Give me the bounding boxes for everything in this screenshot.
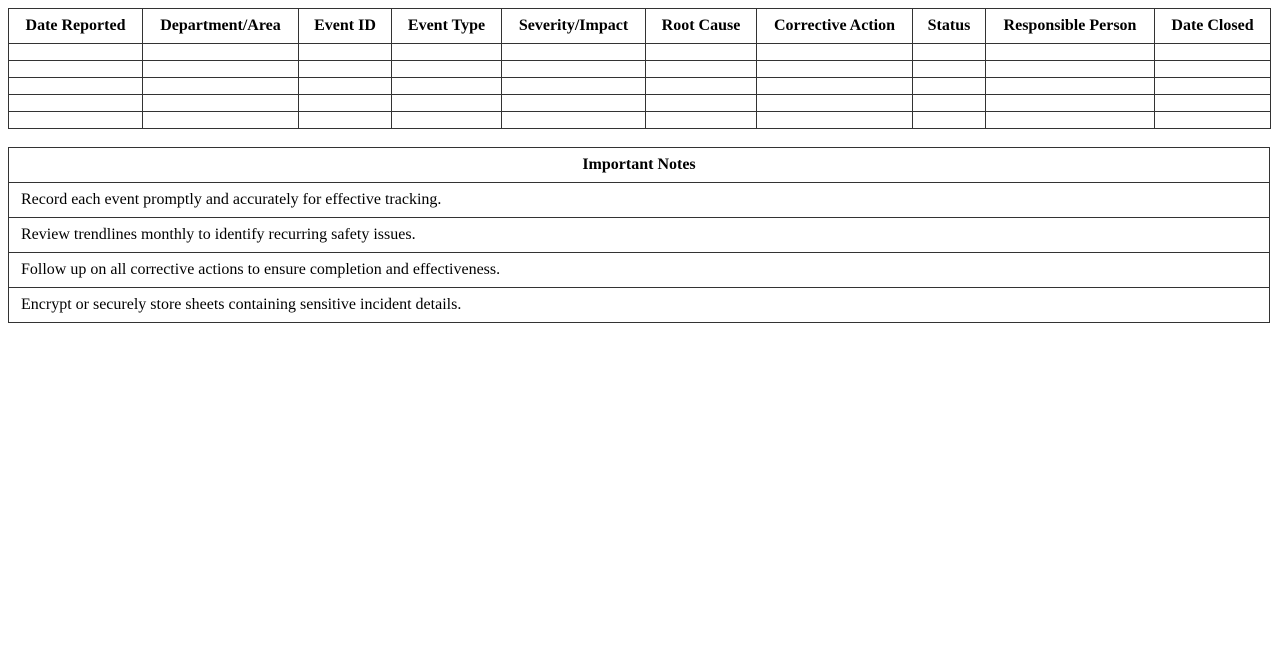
header-status: Status xyxy=(913,9,986,44)
table-cell[interactable] xyxy=(9,61,143,78)
important-notes-table xyxy=(8,147,1270,323)
table-cell[interactable] xyxy=(143,78,299,95)
table-cell[interactable] xyxy=(986,95,1155,112)
notes-title: Important Notes xyxy=(9,148,1270,183)
header-event-id: Event ID xyxy=(299,9,392,44)
note-row xyxy=(9,183,1270,218)
table-cell[interactable] xyxy=(913,95,986,112)
table-cell[interactable] xyxy=(9,112,143,129)
header-responsible-person: Responsible Person xyxy=(986,9,1155,44)
table-cell[interactable] xyxy=(9,78,143,95)
table-cell[interactable] xyxy=(1155,112,1271,129)
table-cell[interactable] xyxy=(502,95,646,112)
table-cell[interactable] xyxy=(913,78,986,95)
table-cell[interactable] xyxy=(143,95,299,112)
table-row xyxy=(9,61,1271,78)
table-cell[interactable] xyxy=(646,95,757,112)
header-department-area: Department/Area xyxy=(143,9,299,44)
table-cell[interactable] xyxy=(913,112,986,129)
table-cell[interactable] xyxy=(986,44,1155,61)
table-cell[interactable] xyxy=(913,61,986,78)
table-cell[interactable] xyxy=(502,112,646,129)
note-item: Review trendlines monthly to identify recurring safety issues. xyxy=(9,218,1270,253)
table-cell[interactable] xyxy=(1155,95,1271,112)
table-cell[interactable] xyxy=(986,61,1155,78)
header-corrective-action: Corrective Action xyxy=(757,9,913,44)
table-cell[interactable] xyxy=(9,44,143,61)
table-cell[interactable] xyxy=(502,78,646,95)
table-cell[interactable] xyxy=(986,78,1155,95)
table-cell[interactable] xyxy=(299,112,392,129)
table-cell[interactable] xyxy=(392,44,502,61)
event-log-body xyxy=(9,44,1271,129)
table-row xyxy=(9,112,1271,129)
table-row xyxy=(9,44,1271,61)
event-log-table xyxy=(8,8,1271,129)
table-cell[interactable] xyxy=(757,95,913,112)
header-row xyxy=(9,9,1271,44)
note-item: Encrypt or securely store sheets containing sensitive incident details. xyxy=(9,288,1270,323)
table-row xyxy=(9,95,1271,112)
table-row xyxy=(9,78,1271,95)
note-row xyxy=(9,253,1270,288)
table-cell[interactable] xyxy=(143,61,299,78)
table-cell[interactable] xyxy=(9,95,143,112)
table-cell[interactable] xyxy=(1155,78,1271,95)
table-cell[interactable] xyxy=(299,78,392,95)
table-cell[interactable] xyxy=(299,61,392,78)
table-cell[interactable] xyxy=(392,78,502,95)
table-cell[interactable] xyxy=(143,112,299,129)
table-cell[interactable] xyxy=(143,44,299,61)
header-date-closed: Date Closed xyxy=(1155,9,1271,44)
table-cell[interactable] xyxy=(646,78,757,95)
table-cell[interactable] xyxy=(299,95,392,112)
notes-header-row xyxy=(9,148,1270,183)
table-cell[interactable] xyxy=(299,44,392,61)
table-cell[interactable] xyxy=(502,44,646,61)
table-cell[interactable] xyxy=(913,44,986,61)
note-item: Record each event promptly and accurately for effective tracking. xyxy=(9,183,1270,218)
table-cell[interactable] xyxy=(646,112,757,129)
note-item: Follow up on all corrective actions to ensure completion and effectiveness. xyxy=(9,253,1270,288)
table-cell[interactable] xyxy=(392,61,502,78)
table-cell[interactable] xyxy=(392,112,502,129)
table-cell[interactable] xyxy=(392,95,502,112)
header-root-cause: Root Cause xyxy=(646,9,757,44)
table-cell[interactable] xyxy=(757,112,913,129)
header-date-reported: Date Reported xyxy=(9,9,143,44)
page xyxy=(8,8,1270,323)
table-cell[interactable] xyxy=(986,112,1155,129)
note-row xyxy=(9,288,1270,323)
table-cell[interactable] xyxy=(1155,44,1271,61)
header-severity-impact: Severity/Impact xyxy=(502,9,646,44)
table-cell[interactable] xyxy=(757,78,913,95)
header-event-type: Event Type xyxy=(392,9,502,44)
table-cell[interactable] xyxy=(757,44,913,61)
table-cell[interactable] xyxy=(757,61,913,78)
table-cell[interactable] xyxy=(646,61,757,78)
table-cell[interactable] xyxy=(646,44,757,61)
table-cell[interactable] xyxy=(1155,61,1271,78)
note-row xyxy=(9,218,1270,253)
table-cell[interactable] xyxy=(502,61,646,78)
